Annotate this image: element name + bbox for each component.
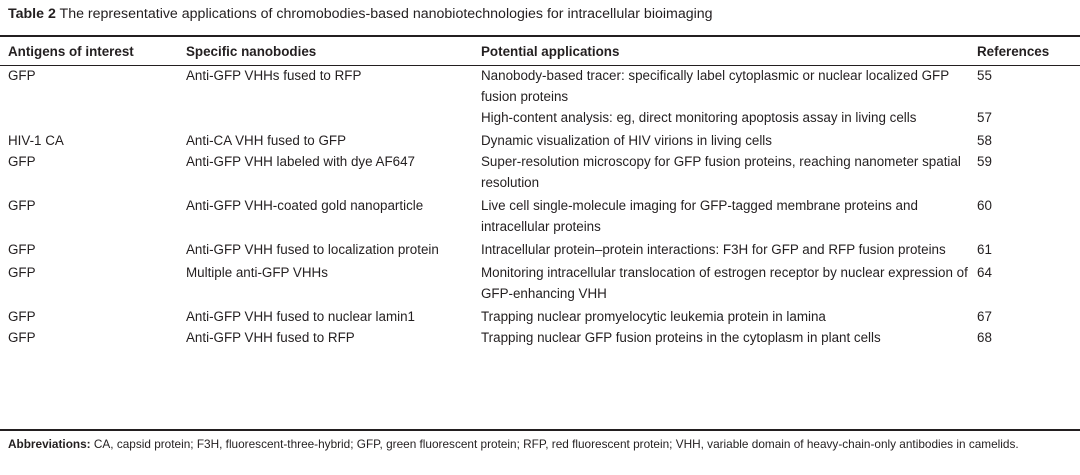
- antigen-cell: HIV-1 CA: [8, 133, 64, 148]
- footnote-label: Abbreviations:: [8, 437, 91, 451]
- bottom-rule: [0, 429, 1080, 431]
- antigen-cell: GFP: [8, 68, 36, 83]
- reference-cell: 64: [977, 265, 992, 280]
- nanobody-cell: Anti-GFP VHH-coated gold nanoparticle: [186, 198, 424, 213]
- reference-cell: 68: [977, 330, 992, 345]
- table-row: [0, 193, 1080, 237]
- antigen-cell: [0, 107, 186, 128]
- nanobody-cell: Anti-GFP VHH fused to localization protein: [186, 242, 439, 257]
- reference-cell: 55: [977, 68, 992, 83]
- application-cell: Intracellular protein–protein interactions: F3H for GFP and RFP fusion proteins: [481, 242, 946, 257]
- antigen-cell: GFP: [8, 198, 36, 213]
- application-cell: Monitoring intracellular translocation of estrogen receptor by nuclear expression of GFP-enhancing VHH: [481, 265, 968, 301]
- application-cell: Super-resolution microscopy for GFP fusion proteins, reaching nanometer spatial resolution: [481, 154, 961, 190]
- table-row: [0, 327, 1080, 348]
- header-antigen: Antigens of interest: [8, 44, 134, 59]
- reference-cell: 57: [977, 110, 992, 125]
- nanobody-cell: Anti-CA VHH fused to GFP: [186, 133, 347, 148]
- table-row: [0, 107, 1080, 128]
- application-cell: Trapping nuclear promyelocytic leukemia protein in lamina: [481, 309, 826, 324]
- antigen-cell: GFP: [8, 265, 36, 280]
- antigen-cell: GFP: [8, 154, 36, 169]
- antigen-cell: GFP: [8, 309, 36, 324]
- nanobody-cell: Anti-GFP VHH fused to RFP: [186, 330, 355, 345]
- application-cell: Nanobody-based tracer: specifically label cytoplasmic or nuclear localized GFP fusion proteins: [481, 68, 949, 104]
- reference-cell: 59: [977, 154, 992, 169]
- nanobody-cell: [186, 107, 481, 128]
- nanobody-cell: Anti-GFP VHHs fused to RFP: [186, 68, 362, 83]
- antigen-cell: GFP: [8, 242, 36, 257]
- caption-label: Table 2: [8, 6, 56, 22]
- reference-cell: 61: [977, 242, 992, 257]
- application-cell: High-content analysis: eg, direct monitoring apoptosis assay in living cells: [481, 110, 917, 125]
- header-nanobody: Specific nanobodies: [186, 44, 317, 59]
- footnote-text: CA, capsid protein; F3H, fluorescent-three-hybrid; GFP, green fluorescent protein; RFP, red fluorescent protein; VHH, variable domain of heavy-chain-only antibodies in camelids.: [93, 437, 1019, 451]
- nanobody-cell: Anti-GFP VHH fused to nuclear lamin1: [186, 309, 415, 324]
- application-cell: Trapping nuclear GFP fusion proteins in the cytoplasm in plant cells: [481, 330, 881, 345]
- application-cell: Live cell single-molecule imaging for GFP-tagged membrane proteins and intracellular proteins: [481, 198, 918, 234]
- table-row: [0, 128, 1080, 151]
- table-row: [0, 304, 1080, 327]
- reference-cell: 67: [977, 309, 992, 324]
- caption-text: The representative applications of chromobodies-based nanobiotechnologies for intracellular bioimaging: [59, 6, 713, 22]
- abbreviations-footnote: [8, 437, 1076, 452]
- table-row: [0, 63, 1080, 107]
- table-row: [0, 237, 1080, 260]
- nanobody-cell: Anti-GFP VHH labeled with dye AF647: [186, 154, 415, 169]
- antigen-cell: GFP: [8, 330, 36, 345]
- nanobody-cell: Multiple anti-GFP VHHs: [186, 265, 328, 280]
- application-cell: Dynamic visualization of HIV virions in living cells: [481, 133, 772, 148]
- table-row: [0, 260, 1080, 304]
- data-table: [0, 41, 1080, 348]
- reference-cell: 58: [977, 133, 992, 148]
- table-caption: [8, 6, 713, 22]
- reference-cell: 60: [977, 198, 992, 213]
- header-row: [0, 41, 1080, 63]
- table-row: [0, 151, 1080, 193]
- header-application: Potential applications: [481, 44, 620, 59]
- header-references: References: [977, 44, 1050, 59]
- top-rule: [0, 35, 1080, 37]
